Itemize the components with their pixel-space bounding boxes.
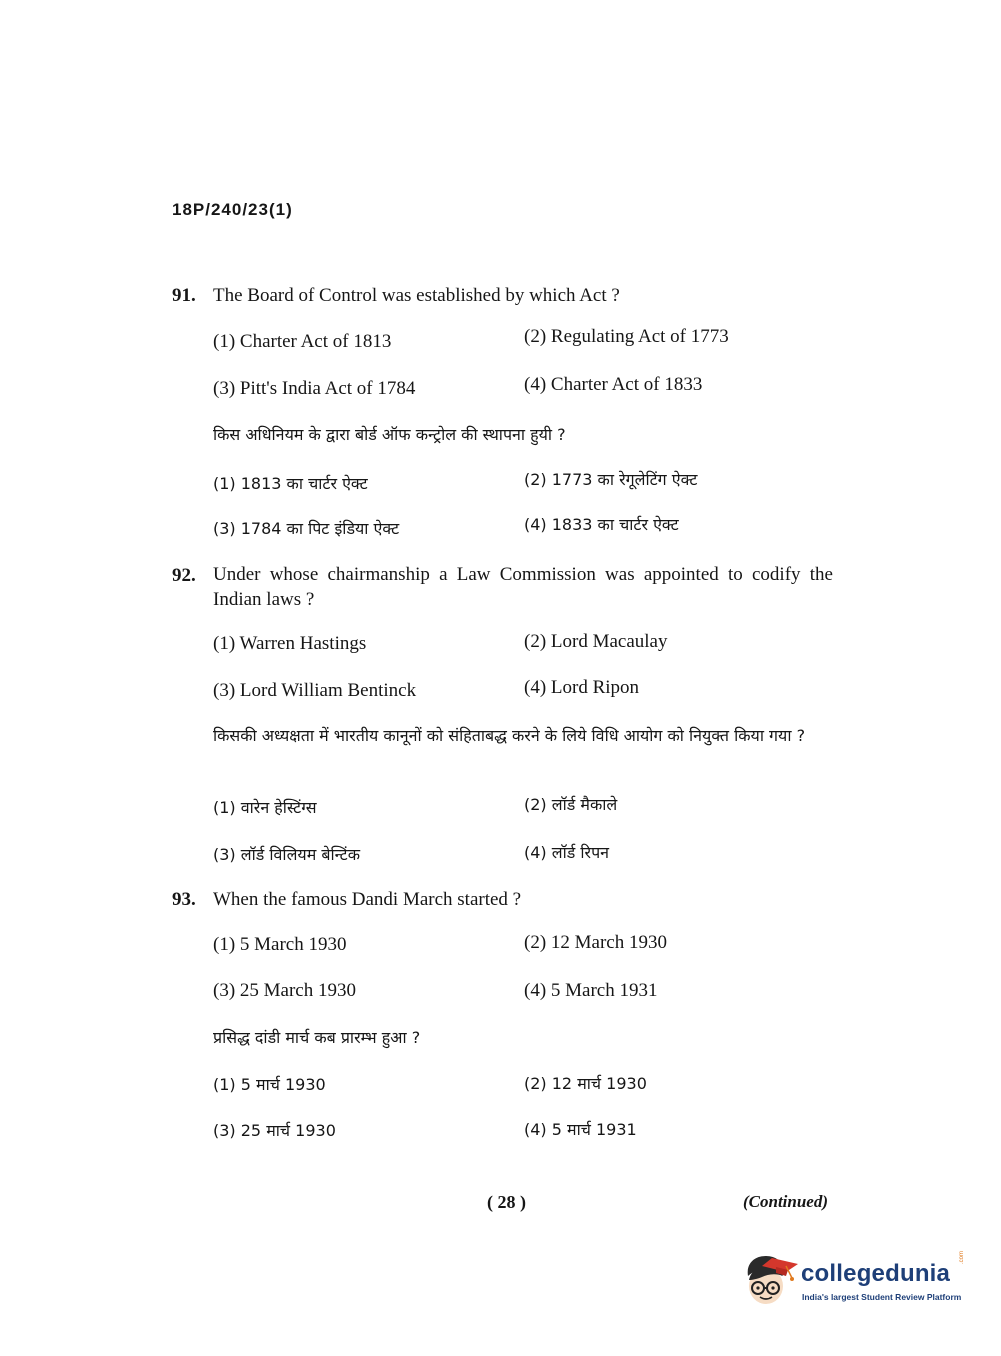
option-en-3: (3) 25 March 1930 [213,980,356,1001]
option-en-4: (4) 5 March 1931 [524,980,658,1001]
option-hi-2: (2) 1773 का रेगूलेटिंग ऐक्ट [524,470,698,489]
option-hi-1: (1) 5 मार्च 1930 [213,1075,326,1094]
question-text-hi: किसकी अध्यक्षता में भारतीय कानूनों को संहिताबद्ध करने के लिये विधि आयोग को नियुक्त किया गया ? [213,726,806,745]
question-number: 92. [172,565,196,586]
option-hi-4: (4) 5 मार्च 1931 [524,1120,637,1139]
option-hi-3: (3) 25 मार्च 1930 [213,1121,336,1140]
option-hi-1: (1) 1813 का चार्टर ऐक्ट [213,474,368,493]
option-hi-3: (3) 1784 का पिट इंडिया ऐक्ट [213,519,400,538]
student-mascot-icon [742,1250,800,1312]
question-number: 93. [172,889,196,910]
option-en-4: (4) Charter Act of 1833 [524,374,703,395]
option-hi-2: (2) लॉर्ड मैकाले [524,795,618,814]
continued-label: (Continued) [743,1192,829,1211]
option-en-3: (3) Pitt's India Act of 1784 [213,378,416,399]
option-en-3: (3) Lord William Bentinck [213,680,417,701]
paper-code: 18P/240/23(1) [172,200,293,219]
brand-name: collegedunia [801,1260,951,1287]
question-text-hi: किस अधिनियम के द्वारा बोर्ड ऑफ कन्ट्रोल की स्थापना हुयी ? [213,425,566,444]
option-hi-2: (2) 12 मार्च 1930 [524,1074,647,1093]
brand-tagline: India's largest Student Review Platform [802,1292,962,1302]
option-hi-4: (4) लॉर्ड रिपन [524,843,610,862]
option-en-2: (2) Lord Macaulay [524,631,668,652]
page-number: ( 28 ) [487,1192,526,1212]
option-en-1: (1) Warren Hastings [213,633,367,654]
option-hi-3: (3) लॉर्ड विलियम बेन्टिंक [213,845,361,864]
question-text-hi: प्रसिद्ध दांडी मार्च कब प्रारम्भ हुआ ? [213,1028,421,1047]
question-text-en: When the famous Dandi March started ? [213,889,522,910]
collegedunia-watermark [742,1250,972,1312]
option-hi-4: (4) 1833 का चार्टर ऐक्ट [524,515,679,534]
question-number: 91. [172,285,196,306]
question-text-en: The Board of Control was established by which Act ? [213,285,620,306]
option-en-2: (2) 12 March 1930 [524,932,667,953]
option-hi-1: (1) वारेन हेस्टिंग्स [213,798,317,817]
option-en-2: (2) Regulating Act of 1773 [524,326,729,347]
option-en-1: (1) 5 March 1930 [213,934,347,955]
option-en-4: (4) Lord Ripon [524,677,640,698]
question-text-en: Under whose chairmanship a Law Commission was appointed to codify the Indian laws ? [213,564,833,610]
brand-domain-suffix: .com [959,1250,965,1264]
option-en-1: (1) Charter Act of 1813 [213,331,392,352]
